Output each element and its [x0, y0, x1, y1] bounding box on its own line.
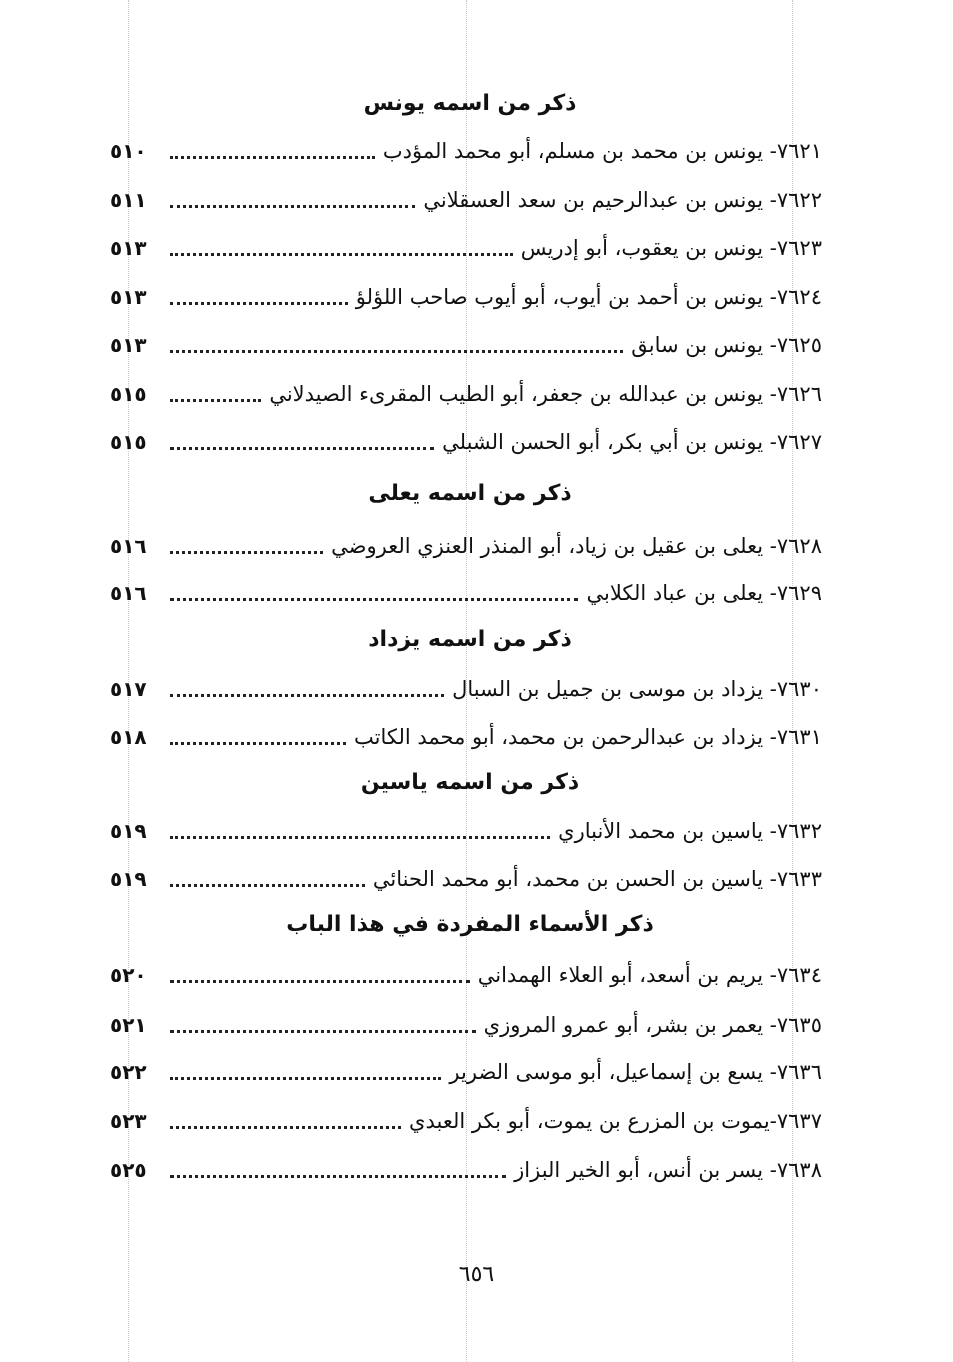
dot-leader: [170, 350, 623, 353]
dot-leader: [170, 302, 348, 305]
entry-title: ٧٦٣٢- ياسين بن محمد الأنباري: [558, 819, 822, 843]
entry-title: ٧٦٢٤- يونس بن أحمد بن أيوب، أبو أيوب صاحب اللؤلؤ: [355, 285, 822, 309]
toc-entry: [110, 529, 822, 563]
entry-page-number: ٥١٠: [110, 139, 147, 163]
page-number: ٦٥٦: [458, 1262, 495, 1287]
entry-title: ٧٦٢١- يونس بن محمد بن مسلم، أبو محمد المؤدب: [382, 139, 822, 163]
dot-leader: [170, 742, 346, 745]
entry-title: ٧٦٢٢- يونس بن عبدالرحيم بن سعد العسقلاني: [423, 188, 822, 212]
entry-page-number: ٥٢١: [110, 1013, 147, 1037]
entry-title: ٧٦٣٥- يعمر بن بشر، أبو عمرو المروزي: [483, 1013, 822, 1037]
entry-title: ٧٦٢٩- يعلى بن عباد الكلابي: [586, 581, 822, 605]
toc-entry: [110, 862, 822, 896]
toc-entry: [110, 1104, 822, 1138]
entry-page-number: ٥١٧: [110, 677, 147, 701]
section-heading: ذكر من اسمه يعلى: [368, 481, 572, 506]
toc-entry: [110, 672, 822, 706]
toc-entry: [110, 183, 822, 217]
dot-leader: [170, 836, 550, 839]
entry-title: ٧٦٢٦- يونس بن عبدالله بن جعفر، أبو الطيب المقرىء الصيدلاني: [269, 382, 822, 406]
entry-title: ٧٦٣٦- يسع بن إسماعيل، أبو موسى الضرير: [449, 1060, 822, 1084]
dot-leader: [170, 253, 513, 256]
toc-entry: [110, 576, 822, 610]
entry-page-number: ٥٢٣: [110, 1109, 147, 1133]
entry-page-number: ٥٢٢: [110, 1060, 147, 1084]
entry-page-number: ٥١١: [110, 188, 147, 212]
dot-leader: [170, 1175, 506, 1178]
entry-title: ٧٦٢٧- يونس بن أبي بكر، أبو الحسن الشبلي: [442, 430, 822, 454]
toc-entry: [110, 231, 822, 265]
entry-page-number: ٥١٥: [110, 430, 147, 454]
entry-title: ٧٦٢٨- يعلى بن عقيل بن زياد، أبو المنذر العنزي العروضي: [331, 534, 822, 558]
toc-entry: [110, 280, 822, 314]
entry-title: ٧٦٢٥- يونس بن سابق: [631, 333, 822, 357]
dot-leader: [170, 884, 365, 887]
entry-page-number: ٥١٦: [110, 534, 147, 558]
entry-page-number: ٥١٩: [110, 867, 147, 891]
toc-entry: [110, 377, 822, 411]
entry-page-number: ٥١٥: [110, 382, 147, 406]
section-heading: ذكر الأسماء المفردة في هذا الباب: [286, 912, 654, 937]
entry-page-number: ٥١٩: [110, 819, 147, 843]
toc-entry: [110, 720, 822, 754]
dot-leader: [170, 447, 434, 450]
dot-leader: [170, 551, 323, 554]
dot-leader: [170, 1126, 401, 1129]
dot-leader: [170, 1030, 476, 1033]
entry-page-number: ٥٢٠: [110, 963, 147, 987]
entry-title: ٧٦٢٣- يونس بن يعقوب، أبو إدريس: [520, 236, 822, 260]
toc-entry: [110, 425, 822, 459]
toc-entry: [110, 958, 822, 992]
entry-title: ٧٦٣٧-يموت بن المزرع بن يموت، أبو بكر العبدي: [409, 1109, 822, 1133]
toc-entry: [110, 1008, 822, 1042]
toc-entry: [110, 1153, 822, 1187]
section-heading: ذكر من اسمه يونس: [363, 91, 577, 116]
entry-title: ٧٦٣٤- يريم بن أسعد، أبو العلاء الهمداني: [477, 963, 822, 987]
entry-title: ٧٦٣٨- يسر بن أنس، أبو الخير البزاز: [514, 1158, 822, 1182]
toc-entry: [110, 134, 822, 168]
toc-entry: [110, 328, 822, 362]
entry-title: ٧٦٣٣- ياسين بن الحسن بن محمد، أبو محمد الحنائي: [372, 867, 822, 891]
dot-leader: [170, 980, 470, 983]
entry-page-number: ٥١٣: [110, 236, 147, 260]
entry-page-number: ٥١٨: [110, 725, 147, 749]
dot-leader: [170, 694, 444, 697]
toc-entry: [110, 814, 822, 848]
dot-leader: [170, 399, 261, 402]
dot-leader: [170, 1077, 441, 1080]
entry-page-number: ٥١٣: [110, 333, 147, 357]
dot-leader: [170, 156, 375, 159]
section-heading: ذكر من اسمه ياسين: [360, 770, 580, 795]
dot-leader: [170, 598, 578, 601]
entry-page-number: ٥٢٥: [110, 1158, 147, 1182]
dot-leader: [170, 205, 415, 208]
entry-page-number: ٥١٦: [110, 581, 147, 605]
entry-title: ٧٦٣٠- يزداد بن موسى بن جميل بن السبال: [452, 677, 822, 701]
toc-entry: [110, 1055, 822, 1089]
entry-page-number: ٥١٣: [110, 285, 147, 309]
entry-title: ٧٦٣١- يزداد بن عبدالرحمن بن محمد، أبو محمد الكاتب: [353, 725, 822, 749]
section-heading: ذكر من اسمه يزداد: [368, 627, 572, 652]
